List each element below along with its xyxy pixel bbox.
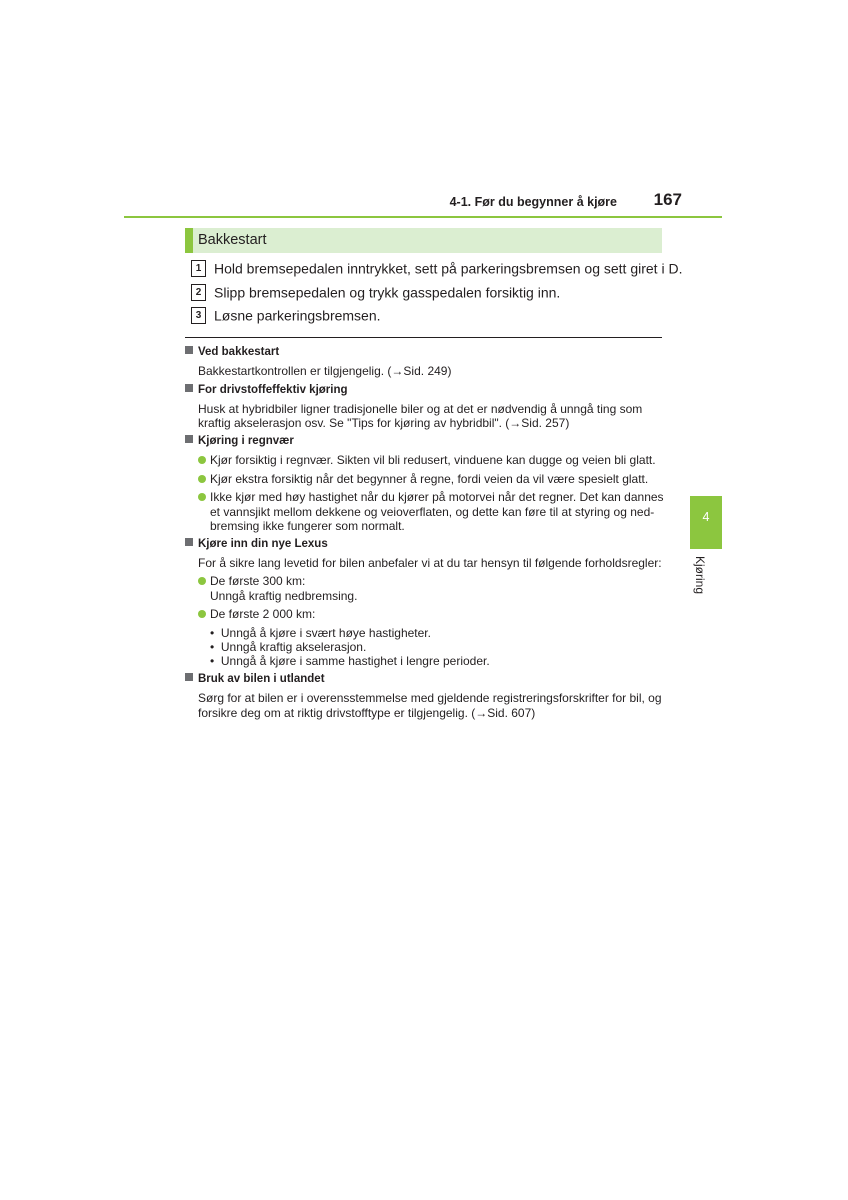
note-text: Husk at hybridbiler ligner tradisjonelle biler og at det er nødvendig å unngå ting som: [198, 402, 643, 416]
chapter-number: 4: [702, 510, 710, 524]
sub-bullet-item: • Unngå kraftig akselerasjon.: [210, 640, 367, 654]
square-bullet-icon: [185, 673, 193, 681]
bullet-continuation: et vannsjikt mellom dekkene og veioverflaten, og dette kan føre til at styring og ned-: [210, 505, 655, 519]
note-title-utlandet: Bruk av bilen i utlandet: [185, 673, 325, 685]
small-dot-icon: •: [210, 654, 221, 668]
step-1: [191, 259, 682, 277]
bullet-dot-icon: [198, 456, 206, 464]
bullet-dot-icon: [198, 610, 206, 618]
sub-bullet-item: • Unngå å kjøre i samme hastighet i lengre perioder.: [210, 654, 490, 668]
note-title-lexus: Kjøre inn din nye Lexus: [185, 538, 328, 550]
square-bullet-icon: [185, 384, 193, 392]
note-text: Sørg for at bilen er i overensstemmelse med gjeldende registreringsforskrifter for bil, og: [198, 691, 662, 705]
note-text: For å sikre lang levetid for bilen anbefaler vi at du tar hensyn til følgende forholdsregler:: [198, 556, 662, 570]
step-number-badge: 3: [191, 307, 206, 324]
bullet-dot-icon: [198, 493, 206, 501]
header-section-title: 4-1. Før du begynner å kjøre: [449, 195, 617, 209]
page-number: 167: [653, 190, 682, 209]
step-2: [191, 283, 560, 301]
square-bullet-icon: [185, 538, 193, 546]
step-text: Slipp bremsepedalen og trykk gasspedalen forsiktig inn.: [214, 284, 561, 301]
note-title-regnvaer: Kjøring i regnvær: [185, 435, 294, 447]
section-heading-text: Bakkestart: [198, 232, 267, 248]
note-title-ved-bakkestart: Ved bakkestart: [185, 346, 279, 358]
section-heading: [185, 228, 662, 253]
bullet-dot-icon: [198, 577, 206, 585]
header-rule: [124, 216, 722, 218]
bullet-item: Kjør ekstra forsiktig når det begynner å regne, fordi veien da vil være spesielt glatt.: [198, 472, 648, 486]
bullet-dot-icon: [198, 475, 206, 483]
sub-bullet-item: • Unngå å kjøre i svært høye hastigheter.: [210, 626, 431, 640]
chapter-tab[interactable]: [690, 496, 722, 549]
note-title-drivstoff: For drivstoffeffektiv kjøring: [185, 384, 348, 396]
bullet-item: Kjør forsiktig i regnvær. Sikten vil bli redusert, vinduene kan dugge og veien bli glatt.: [198, 453, 656, 467]
step-3: [191, 306, 381, 324]
step-number-badge: 1: [191, 260, 206, 277]
small-dot-icon: •: [210, 626, 221, 640]
note-text: Bakkestartkontrollen er tilgjengelig. (→Sid. 249): [198, 364, 452, 378]
square-bullet-icon: [185, 435, 193, 443]
bullet-continuation: Unngå kraftig nedbremsing.: [210, 589, 358, 603]
bullet-continuation: bremsing ikke fungerer som normalt.: [210, 519, 405, 533]
bullet-item: De første 300 km:: [198, 574, 305, 588]
bullet-item: De første 2 000 km:: [198, 607, 315, 621]
note-text: forsikre deg om at riktig drivstofftype er tilgjengelig. (→Sid. 607): [198, 706, 536, 720]
bullet-item: Ikke kjør med høy hastighet når du kjører på motorvei når det regner. Det kan dannes: [198, 490, 664, 504]
step-text: Hold bremsepedalen inntrykket, sett på parkeringsbremsen og sett giret i D.: [214, 260, 683, 277]
note-text: kraftig akselerasjon osv. Se "Tips for kjøring av hybridbil". (→Sid. 257): [198, 416, 570, 430]
step-number-badge: 2: [191, 284, 206, 301]
small-dot-icon: •: [210, 640, 221, 654]
notes-divider: [185, 337, 662, 338]
square-bullet-icon: [185, 346, 193, 354]
chapter-label: Kjøring: [693, 556, 707, 595]
step-text: Løsne parkeringsbremsen.: [214, 307, 381, 324]
